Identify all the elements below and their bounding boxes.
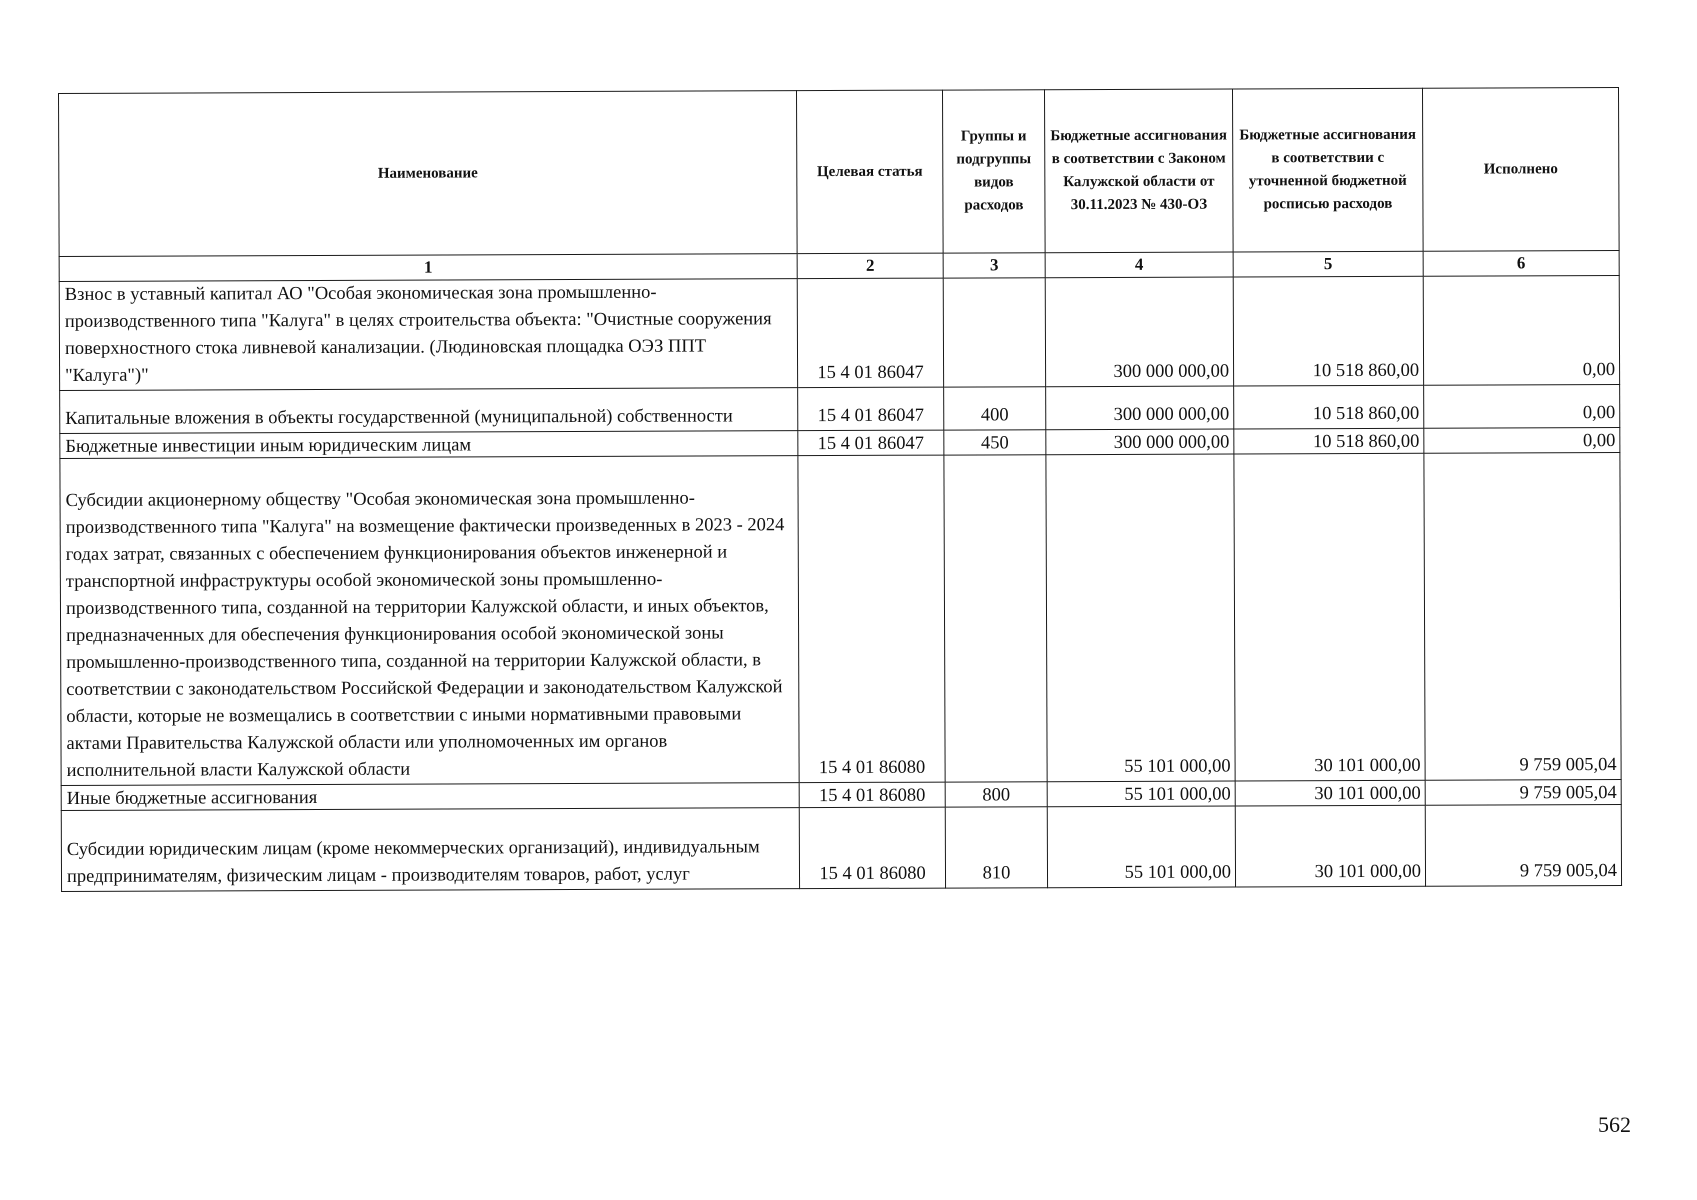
row-law-amount: 55 101 000,00 — [1046, 454, 1235, 782]
row-executed: 9 759 005,04 — [1425, 780, 1621, 806]
row-target-article: 15 4 01 86047 — [797, 278, 943, 388]
row-executed: 9 759 005,04 — [1424, 453, 1621, 781]
row-refined-amount: 10 518 860,00 — [1233, 276, 1423, 386]
row-law-amount: 55 101 000,00 — [1047, 781, 1235, 807]
column-number: 2 — [797, 253, 943, 279]
row-expense-type: 810 — [945, 807, 1047, 888]
row-expense-type — [943, 278, 1045, 387]
row-target-article: 15 4 01 86080 — [799, 807, 945, 889]
row-name: Бюджетные инвестиции иным юридическим лицам — [60, 431, 798, 459]
row-name: Субсидии юридическим лицам (кроме некоммерческих организаций), индивидуальным предпринимателям, физическим лицам - производителям товаров, работ, услуг — [61, 808, 799, 892]
header-name: Наименование — [59, 91, 798, 257]
table-row — [60, 385, 1620, 434]
row-expense-type — [944, 455, 1047, 782]
row-law-amount: 55 101 000,00 — [1047, 806, 1235, 888]
column-number: 3 — [943, 253, 1045, 278]
row-law-amount: 300 000 000,00 — [1045, 277, 1233, 387]
page-number: 562 — [1598, 1112, 1631, 1137]
row-target-article: 15 4 01 86047 — [798, 387, 944, 431]
row-refined-amount: 30 101 000,00 — [1235, 780, 1425, 806]
header-law-amount: Бюджетные ассигнования в соответствии с Законом Калужской области от 30.11.2023 № 430-ОЗ — [1044, 89, 1233, 253]
row-target-article: 15 4 01 86080 — [798, 455, 945, 783]
row-name: Субсидии акционерному обществу "Особая экономическая зона промышленно-производственного типа "Калуга" на возмещение фактически произведенных в 2023 - 2024 годах затрат, связанных с обеспечением функционирования объектов инженерной и транспортной инфраструктуры особой экономической зоны промышленно-производственного типа, созданной на территории Калужской области, и иных объектов, предназначенных для обеспечения функционирования особой экономической зоны промышленно-производственного типа, созданной на территории Калужской области, в соответствии с законодательством Российской Федерации и законодательством Калужской области, которые не возмещались в соответствии с иными нормативными правовыми актами Правительства Калужской области или уполномоченных им органов исполнительной власти Калужской области — [60, 456, 799, 786]
header-executed: Исполнено — [1422, 88, 1619, 252]
budget-expenditure-table — [58, 87, 1622, 892]
table-row — [60, 453, 1621, 786]
row-executed: 0,00 — [1424, 385, 1620, 429]
row-target-article: 15 4 01 86047 — [798, 430, 944, 456]
column-number: 4 — [1045, 252, 1233, 278]
column-number: 1 — [59, 254, 797, 282]
row-name: Взнос в уставный капитал АО "Особая экономическая зона промышленно-производственного типа "Калуга" в целях строительства объекта: "Очистные сооружения поверхностного стока ливневой канализации. (Людиновская площадка ОЭЗ ППТ "Калуга")" — [59, 279, 797, 391]
table-row — [59, 276, 1619, 391]
row-name: Капитальные вложения в объекты государственной (муниципальной) собственности — [60, 388, 798, 434]
table-header-row — [59, 88, 1620, 257]
row-refined-amount: 10 518 860,00 — [1234, 385, 1424, 429]
row-name: Иные бюджетные ассигнования — [61, 783, 799, 811]
table-row — [61, 805, 1621, 892]
row-expense-type: 800 — [945, 782, 1047, 807]
row-executed: 0,00 — [1423, 276, 1619, 386]
row-target-article: 15 4 01 86080 — [799, 782, 945, 808]
header-target-article: Целевая статья — [796, 90, 943, 254]
row-law-amount: 300 000 000,00 — [1046, 386, 1234, 430]
column-number: 5 — [1233, 251, 1423, 277]
row-refined-amount: 30 101 000,00 — [1234, 453, 1425, 781]
row-law-amount: 300 000 000,00 — [1046, 429, 1234, 455]
header-expense-type: Группы и подгруппы видов расходов — [942, 90, 1045, 253]
column-number: 6 — [1423, 251, 1619, 277]
row-refined-amount: 10 518 860,00 — [1234, 428, 1424, 454]
header-refined-amount: Бюджетные ассигнования в соответствии с уточненной бюджетной росписью расходов — [1232, 88, 1423, 252]
row-executed: 9 759 005,04 — [1425, 805, 1621, 887]
row-executed: 0,00 — [1424, 428, 1620, 454]
row-expense-type: 450 — [944, 430, 1046, 455]
row-expense-type: 400 — [944, 387, 1046, 430]
row-refined-amount: 30 101 000,00 — [1235, 805, 1425, 887]
